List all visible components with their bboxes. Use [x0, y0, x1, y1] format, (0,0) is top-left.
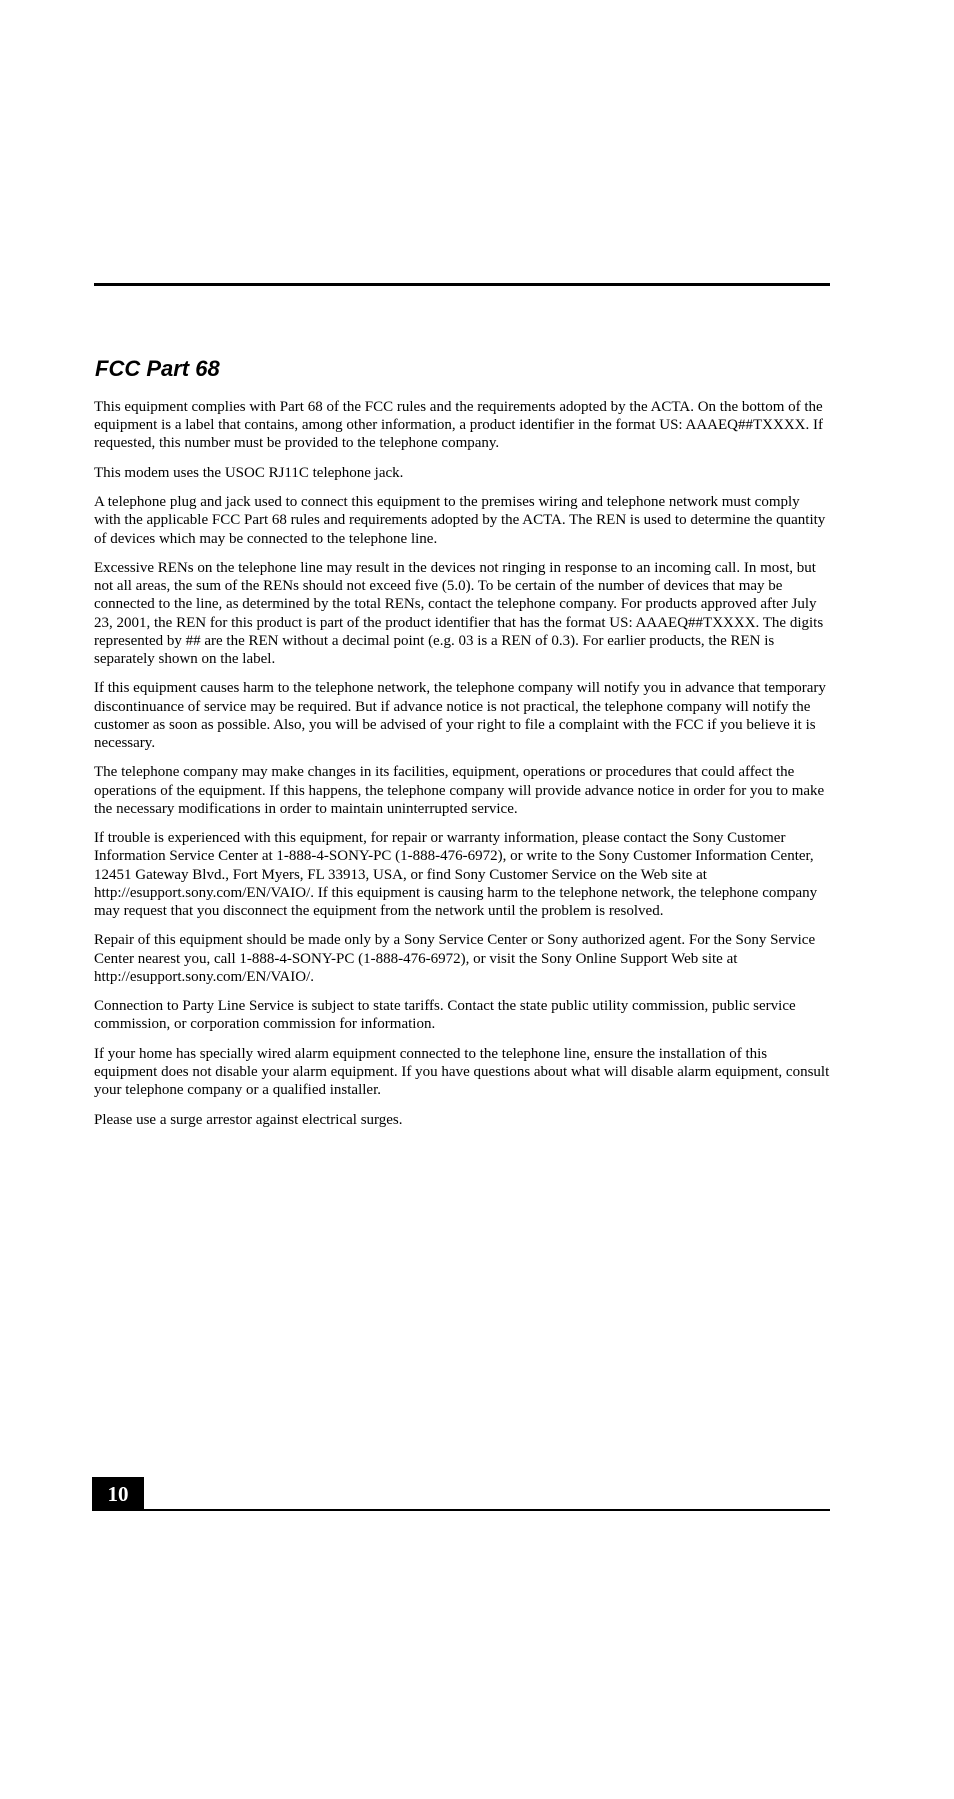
paragraph-excessive-rens: Excessive RENs on the telephone line may result in the devices not ringing in response to an incoming call. In most, but not all areas, the sum of the RENs should not exceed five (5.0). To be certain of the number of devices that may be connected to the line, as determined by the total RENs, contact the telephone company. For products approved after July 23, 2001, the REN for this product is part of the product identifier that has the format US: AAAEQ##TXXXX. The digits represented by ## are the REN without a decimal point (e.g. 03 is a REN of 0.3). For earlier products, the REN is separately shown on the label. [94, 559, 824, 667]
paragraph-network-harm: If this equipment causes harm to the telephone network, the telephone company will notify you in advance that temporary discontinuance of service may be required. But if advance notice is not practical, the telephone company will notify the customer as soon as possible. Also, you will be advised of your right to file a complaint with the FCC if you believe it is necessary. [94, 680, 826, 751]
paragraph-party-line: Connection to Party Line Service is subject to state tariffs. Contact the state public utility commission, public service commission, or corporation commission for information. [94, 998, 796, 1033]
paragraph-modem-jack: This modem uses the USOC RJ11C telephone jack. [94, 464, 404, 481]
paragraph-facility-changes: The telephone company may make changes in its facilities, equipment, operations or procedures that could affect the operations of the equipment. If this happens, the telephone company will provide advance notice in order for you to make the necessary modifications in order to maintain uninterrupted service. [94, 764, 825, 817]
paragraph-trouble-contact: If trouble is experienced with this equipment, for repair or warranty information, please contact the Sony Customer Information Service Center at 1-888-4-SONY-PC (1-888-476-6972), or write to the Sony Customer Information Center, 12451 Gateway Blvd., Fort Myers, FL 33913, USA, or find Sony Customer Service on the Web site at http://esupport.sony.com/EN/VAIO/. If this equipment is causing harm to the telephone network, the telephone company may request that you disconnect the equipment from the network until the problem is resolved. [94, 830, 818, 919]
paragraph-alarm-equipment: If your home has specially wired alarm equipment connected to the telephone line, ensure the installation of this equipment does not disable your alarm equipment. If you have questions about what will disable alarm equipment, consult your telephone company or a qualified installer. [94, 1045, 830, 1099]
footer-rule [92, 1509, 830, 1511]
page-footer [92, 1477, 830, 1511]
header-rule [94, 283, 830, 286]
section-title: FCC Part 68 [95, 356, 220, 381]
page-number: 10 [92, 1477, 144, 1511]
paragraph-fcc-compliance: This equipment complies with Part 68 of the FCC rules and the requirements adopted by the ACTA. On the bottom of the equipment is a label that contains, among other information, a product identifier in the format US: AAAEQ##TXXXX. If requested, this number must be provided to the telephone company. [94, 399, 823, 452]
paragraph-repair: Repair of this equipment should be made only by a Sony Service Center or Sony authorized agent. For the Sony Service Center nearest you, call 1-888-4-SONY-PC (1-888-476-6972), or visit the Sony Online Support Web site at http://esupport.sony.com/EN/VAIO/. [94, 932, 816, 985]
document-body [94, 355, 830, 1140]
paragraph-plug-and-jack: A telephone plug and jack used to connect this equipment to the premises wiring and telephone network must comply with the applicable FCC Part 68 rules and requirements adopted by the ACTA. The REN is used to determine the quantity of devices which may be connected to the telephone line. [94, 494, 826, 547]
paragraph-surge-arrestor: Please use a surge arrestor against electrical surges. [94, 1111, 403, 1128]
